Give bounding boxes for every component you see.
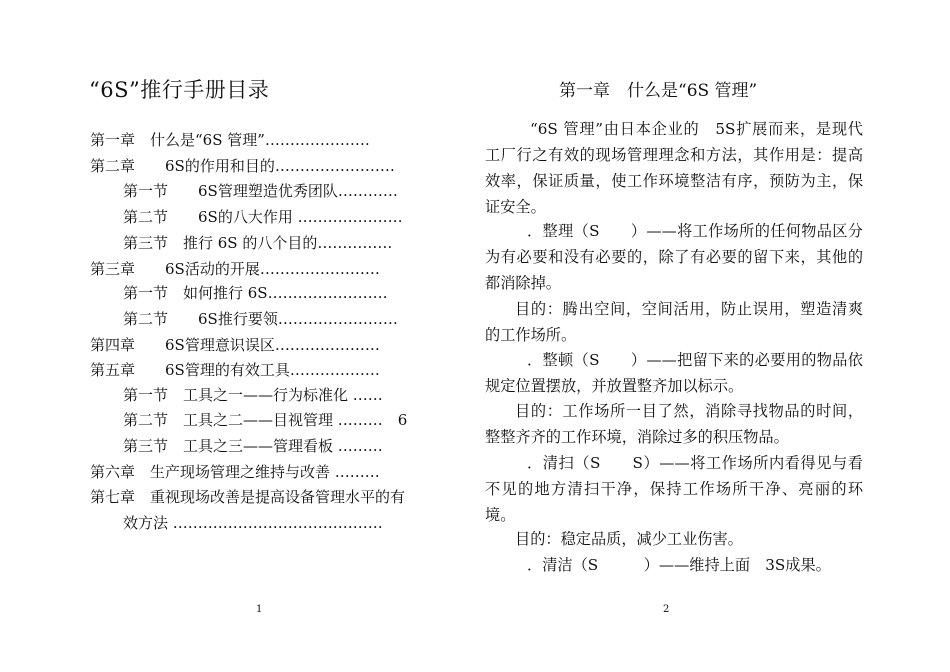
page-number: 1 <box>256 604 263 615</box>
toc-entry[interactable]: 第二节 6S推行要领…………………… <box>123 310 398 328</box>
page-number: 2 <box>663 604 670 615</box>
toc-entry[interactable]: 第二章 6S的作用和目的…………………… <box>90 157 395 175</box>
paragraph-seiton-purpose: 目的：工作场所一目了然，消除寻找物品的时间，整整齐齐的工作环境，消除过多的积压物品。 <box>485 402 863 446</box>
paragraph-seiton: ．整顿（S ）——把留下来的必要用的物品依规定位置摆放，并放置整齐加以标示。 <box>485 351 863 395</box>
toc-entry[interactable]: 第三节 工具之三——管理看板 ……… <box>123 437 383 455</box>
toc-entry[interactable]: 第三节 推行 6S 的八个目的…………… <box>123 234 393 252</box>
paragraph-seiso-purpose: 目的：稳定品质，减少工业伤害。 <box>515 530 743 548</box>
toc-entry[interactable]: 第一节 6S管理塑造优秀团队………… <box>123 182 398 200</box>
toc-entry[interactable]: 第七章 重视现场改善是提高设备管理水平的有 <box>90 488 406 506</box>
toc-entry[interactable]: 第五章 6S管理的有效工具……………… <box>90 361 380 379</box>
right-page <box>475 0 950 672</box>
chapter-title: 第一章 什么是“6S 管理” <box>559 81 758 101</box>
paragraph-intro: “6S 管理”由日本企业的 5S扩展而来，是现代工厂行之有效的现场管理理念和方法，其作用是：提高效率，保证质量，使工作环境整洁有序，预防为主，保证安全。 <box>485 120 863 216</box>
toc-entry[interactable]: 第二节 6S的八大作用 ………………… <box>123 208 403 226</box>
paragraph-seiri-purpose: 目的：腾出空间，空间活用，防止误用，塑造清爽的工作场所。 <box>485 300 863 344</box>
toc-entry[interactable]: 第一节 工具之一——行为标准化 …… <box>123 386 383 404</box>
toc-entry[interactable]: 第四章 6S管理意识误区………………… <box>90 336 380 354</box>
toc-title: “6S”推行手册目录 <box>89 78 270 102</box>
toc-entry[interactable]: 效方法 …………………………………… <box>123 514 383 532</box>
toc-entry[interactable]: 第六章 生产现场管理之维持与改善 ……… <box>90 463 380 481</box>
paragraph-seiri: ．整理（S ）——将工作场所的任何物品区分为有必要和没有必要的，除了有必要的留下来，其他的都消除掉。 <box>485 222 863 292</box>
toc-entry[interactable]: 第一章 什么是“6S 管理”………………… <box>90 131 370 149</box>
paragraph-seiketsu: ．清洁（S ）——维持上面 3S成果。 <box>527 556 831 574</box>
toc-entry[interactable]: 第一节 如何推行 6S…………………… <box>123 284 388 302</box>
paragraph-seiso: ．清扫（S S）——将工作场所内看得见与看不见的地方清扫干净，保持工作场所干净、亮丽的环境。 <box>485 454 863 524</box>
toc-entry[interactable]: 第三章 6S活动的开展…………………… <box>90 260 380 278</box>
toc-entry[interactable]: 第二节 工具之二——目视管理 ……… 6 <box>123 411 408 429</box>
